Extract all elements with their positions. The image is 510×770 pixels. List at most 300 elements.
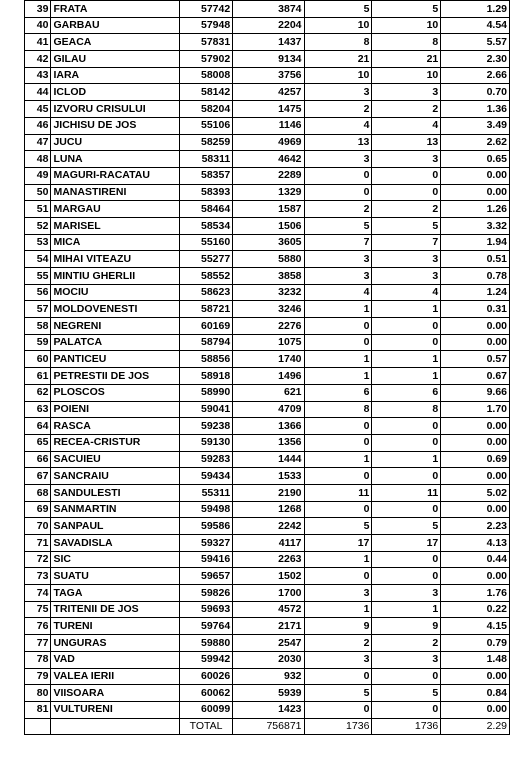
- rate-cell: 1.76: [441, 585, 510, 602]
- locality-code-cell: 58008: [180, 67, 233, 84]
- population-cell: 2263: [233, 551, 304, 568]
- locality-name-cell: SANDULESTI: [51, 484, 180, 501]
- value2-cell: 5: [372, 685, 441, 702]
- population-cell: 2190: [233, 484, 304, 501]
- value2-cell: 5: [372, 1, 441, 18]
- table-row: [25, 401, 510, 418]
- table-row: [25, 17, 510, 34]
- value2-cell: 0: [372, 568, 441, 585]
- rate-cell: 0.57: [441, 351, 510, 368]
- table-row: [25, 518, 510, 535]
- locality-name-cell: SIC: [51, 551, 180, 568]
- row-number-cell: 66: [25, 451, 51, 468]
- locality-code-cell: 58311: [180, 151, 233, 168]
- population-cell: 4572: [233, 601, 304, 618]
- value1-cell: 0: [304, 184, 372, 201]
- rate-cell: 0.00: [441, 501, 510, 518]
- row-number-cell: 81: [25, 701, 51, 718]
- value1-cell: 0: [304, 568, 372, 585]
- data-table: [24, 0, 510, 735]
- locality-code-cell: 59498: [180, 501, 233, 518]
- table-row: [25, 501, 510, 518]
- value1-cell: 2: [304, 101, 372, 118]
- locality-code-cell: 59880: [180, 635, 233, 652]
- table-row: [25, 34, 510, 51]
- locality-code-cell: 59416: [180, 551, 233, 568]
- rate-cell: 0.44: [441, 551, 510, 568]
- population-cell: 3858: [233, 268, 304, 285]
- rate-cell: 0.84: [441, 685, 510, 702]
- population-cell: 2242: [233, 518, 304, 535]
- population-cell: 1075: [233, 334, 304, 351]
- value1-cell: 4: [304, 117, 372, 134]
- locality-name-cell: MOCIU: [51, 284, 180, 301]
- population-cell: 3246: [233, 301, 304, 318]
- locality-code-cell: 60026: [180, 668, 233, 685]
- table-row: [25, 468, 510, 485]
- locality-name-cell: MIHAI VITEAZU: [51, 251, 180, 268]
- table-row: [25, 334, 510, 351]
- locality-name-cell: VIISOARA: [51, 685, 180, 702]
- table-row: [25, 618, 510, 635]
- locality-code-cell: 55311: [180, 484, 233, 501]
- value2-cell: 0: [372, 551, 441, 568]
- row-number-cell: 79: [25, 668, 51, 685]
- value1-cell: 6: [304, 384, 372, 401]
- value2-cell: 4: [372, 117, 441, 134]
- rate-cell: 0.31: [441, 301, 510, 318]
- value1-cell: 8: [304, 34, 372, 51]
- row-number-cell: 76: [25, 618, 51, 635]
- locality-code-cell: 59942: [180, 651, 233, 668]
- row-number-cell: 51: [25, 201, 51, 218]
- total-rate: 2.29: [441, 718, 510, 735]
- locality-code-cell: 58204: [180, 101, 233, 118]
- table-row: [25, 551, 510, 568]
- table-row: [25, 234, 510, 251]
- locality-name-cell: MINTIU GHERLII: [51, 268, 180, 285]
- value1-cell: 2: [304, 201, 372, 218]
- table-row: [25, 685, 510, 702]
- value2-cell: 5: [372, 217, 441, 234]
- row-number-cell: 62: [25, 384, 51, 401]
- locality-name-cell: PALATCA: [51, 334, 180, 351]
- row-number-cell: 68: [25, 484, 51, 501]
- population-cell: 1329: [233, 184, 304, 201]
- locality-code-cell: 57902: [180, 51, 233, 68]
- population-cell: 2289: [233, 167, 304, 184]
- locality-name-cell: ICLOD: [51, 84, 180, 101]
- locality-code-cell: 58623: [180, 284, 233, 301]
- population-cell: 621: [233, 384, 304, 401]
- population-cell: 4969: [233, 134, 304, 151]
- value1-cell: 3: [304, 251, 372, 268]
- locality-name-cell: VULTURENI: [51, 701, 180, 718]
- value1-cell: 5: [304, 1, 372, 18]
- total-value2: 1736: [372, 718, 441, 735]
- value1-cell: 2: [304, 635, 372, 652]
- row-number-cell: 50: [25, 184, 51, 201]
- rate-cell: 1.26: [441, 201, 510, 218]
- value1-cell: 3: [304, 268, 372, 285]
- locality-name-cell: FRATA: [51, 1, 180, 18]
- value2-cell: 2: [372, 635, 441, 652]
- row-number-cell: 57: [25, 301, 51, 318]
- total-value1: 1736: [304, 718, 372, 735]
- table-row: [25, 535, 510, 552]
- locality-name-cell: SACUIEU: [51, 451, 180, 468]
- rate-cell: 1.94: [441, 234, 510, 251]
- table-row: [25, 568, 510, 585]
- row-number-cell: 80: [25, 685, 51, 702]
- population-cell: 9134: [233, 51, 304, 68]
- locality-code-cell: 58393: [180, 184, 233, 201]
- table-row: [25, 117, 510, 134]
- locality-name-cell: SANPAUL: [51, 518, 180, 535]
- population-cell: 1268: [233, 501, 304, 518]
- table-row: [25, 318, 510, 335]
- value2-cell: 0: [372, 318, 441, 335]
- value2-cell: 10: [372, 17, 441, 34]
- population-cell: 2171: [233, 618, 304, 635]
- rate-cell: 1.48: [441, 651, 510, 668]
- table-row: [25, 51, 510, 68]
- row-number-cell: 55: [25, 268, 51, 285]
- locality-name-cell: JICHISU DE JOS: [51, 117, 180, 134]
- row-number-cell: 43: [25, 67, 51, 84]
- table-row: [25, 201, 510, 218]
- table-row: [25, 635, 510, 652]
- rate-cell: 0.00: [441, 468, 510, 485]
- table-row: [25, 284, 510, 301]
- locality-name-cell: GILAU: [51, 51, 180, 68]
- total-blank-cell: [25, 718, 51, 735]
- value1-cell: 1: [304, 451, 372, 468]
- value2-cell: 0: [372, 184, 441, 201]
- population-cell: 2547: [233, 635, 304, 652]
- locality-code-cell: 58142: [180, 84, 233, 101]
- locality-code-cell: 55277: [180, 251, 233, 268]
- population-cell: 5939: [233, 685, 304, 702]
- row-number-cell: 44: [25, 84, 51, 101]
- row-number-cell: 65: [25, 434, 51, 451]
- value2-cell: 0: [372, 501, 441, 518]
- value2-cell: 21: [372, 51, 441, 68]
- table-row: [25, 418, 510, 435]
- row-number-cell: 46: [25, 117, 51, 134]
- table-row: [25, 351, 510, 368]
- value2-cell: 1: [372, 368, 441, 385]
- value1-cell: 0: [304, 668, 372, 685]
- value1-cell: 7: [304, 234, 372, 251]
- population-cell: 3874: [233, 1, 304, 18]
- locality-code-cell: 59327: [180, 535, 233, 552]
- value2-cell: 13: [372, 134, 441, 151]
- rate-cell: 0.00: [441, 167, 510, 184]
- rate-cell: 2.62: [441, 134, 510, 151]
- population-cell: 1506: [233, 217, 304, 234]
- locality-code-cell: 58856: [180, 351, 233, 368]
- row-number-cell: 74: [25, 585, 51, 602]
- rate-cell: 0.00: [441, 184, 510, 201]
- value2-cell: 0: [372, 468, 441, 485]
- value2-cell: 0: [372, 167, 441, 184]
- population-cell: 4709: [233, 401, 304, 418]
- row-number-cell: 69: [25, 501, 51, 518]
- table-row: [25, 434, 510, 451]
- population-cell: 1496: [233, 368, 304, 385]
- rate-cell: 1.36: [441, 101, 510, 118]
- locality-code-cell: 59130: [180, 434, 233, 451]
- value2-cell: 0: [372, 701, 441, 718]
- total-population: 756871: [233, 718, 304, 735]
- value1-cell: 9: [304, 618, 372, 635]
- value1-cell: 0: [304, 434, 372, 451]
- value1-cell: 10: [304, 67, 372, 84]
- row-number-cell: 78: [25, 651, 51, 668]
- value1-cell: 5: [304, 685, 372, 702]
- locality-code-cell: 58552: [180, 268, 233, 285]
- rate-cell: 0.79: [441, 635, 510, 652]
- row-number-cell: 48: [25, 151, 51, 168]
- rate-cell: 3.32: [441, 217, 510, 234]
- locality-name-cell: MARGAU: [51, 201, 180, 218]
- table-row: [25, 484, 510, 501]
- locality-code-cell: 60169: [180, 318, 233, 335]
- value2-cell: 7: [372, 234, 441, 251]
- rate-cell: 0.69: [441, 451, 510, 468]
- locality-code-cell: 58990: [180, 384, 233, 401]
- locality-code-cell: 55160: [180, 234, 233, 251]
- table-row: [25, 701, 510, 718]
- rate-cell: 0.51: [441, 251, 510, 268]
- value2-cell: 8: [372, 34, 441, 51]
- population-cell: 3756: [233, 67, 304, 84]
- rate-cell: 5.57: [441, 34, 510, 51]
- value1-cell: 0: [304, 468, 372, 485]
- value2-cell: 9: [372, 618, 441, 635]
- population-cell: 4117: [233, 535, 304, 552]
- rate-cell: 0.00: [441, 418, 510, 435]
- locality-name-cell: TURENI: [51, 618, 180, 635]
- population-cell: 1366: [233, 418, 304, 435]
- row-number-cell: 56: [25, 284, 51, 301]
- locality-name-cell: PANTICEU: [51, 351, 180, 368]
- table-row: [25, 67, 510, 84]
- value2-cell: 0: [372, 434, 441, 451]
- value1-cell: 3: [304, 585, 372, 602]
- locality-name-cell: IARA: [51, 67, 180, 84]
- rate-cell: 0.00: [441, 334, 510, 351]
- value2-cell: 3: [372, 268, 441, 285]
- locality-code-cell: 59826: [180, 585, 233, 602]
- rate-cell: 1.24: [441, 284, 510, 301]
- value2-cell: 1: [372, 301, 441, 318]
- value1-cell: 0: [304, 318, 372, 335]
- row-number-cell: 47: [25, 134, 51, 151]
- row-number-cell: 73: [25, 568, 51, 585]
- value1-cell: 5: [304, 518, 372, 535]
- table-row: [25, 384, 510, 401]
- row-number-cell: 63: [25, 401, 51, 418]
- value1-cell: 0: [304, 334, 372, 351]
- row-number-cell: 39: [25, 1, 51, 18]
- locality-code-cell: 60099: [180, 701, 233, 718]
- value2-cell: 3: [372, 251, 441, 268]
- value1-cell: 4: [304, 284, 372, 301]
- population-cell: 1740: [233, 351, 304, 368]
- table-row: [25, 368, 510, 385]
- row-number-cell: 70: [25, 518, 51, 535]
- rate-cell: 0.00: [441, 434, 510, 451]
- row-number-cell: 67: [25, 468, 51, 485]
- row-number-cell: 72: [25, 551, 51, 568]
- locality-name-cell: MARISEL: [51, 217, 180, 234]
- value2-cell: 2: [372, 101, 441, 118]
- locality-code-cell: 59434: [180, 468, 233, 485]
- locality-name-cell: GARBAU: [51, 17, 180, 34]
- locality-name-cell: NEGRENI: [51, 318, 180, 335]
- locality-code-cell: 58721: [180, 301, 233, 318]
- value1-cell: 1: [304, 368, 372, 385]
- row-number-cell: 64: [25, 418, 51, 435]
- rate-cell: 0.78: [441, 268, 510, 285]
- value2-cell: 4: [372, 284, 441, 301]
- value1-cell: 17: [304, 535, 372, 552]
- locality-name-cell: LUNA: [51, 151, 180, 168]
- locality-name-cell: MICA: [51, 234, 180, 251]
- locality-name-cell: IZVORU CRISULUI: [51, 101, 180, 118]
- value1-cell: 0: [304, 501, 372, 518]
- value1-cell: 1: [304, 551, 372, 568]
- rate-cell: 3.49: [441, 117, 510, 134]
- table-row: [25, 167, 510, 184]
- population-cell: 3605: [233, 234, 304, 251]
- rate-cell: 0.00: [441, 668, 510, 685]
- population-cell: 2030: [233, 651, 304, 668]
- value1-cell: 11: [304, 484, 372, 501]
- locality-name-cell: TAGA: [51, 585, 180, 602]
- row-number-cell: 54: [25, 251, 51, 268]
- locality-code-cell: 58534: [180, 217, 233, 234]
- locality-name-cell: MANASTIRENI: [51, 184, 180, 201]
- value1-cell: 0: [304, 701, 372, 718]
- population-cell: 1475: [233, 101, 304, 118]
- table-row: [25, 585, 510, 602]
- locality-name-cell: JUCU: [51, 134, 180, 151]
- locality-code-cell: 58464: [180, 201, 233, 218]
- total-blank-cell: [51, 718, 180, 735]
- value2-cell: 1: [372, 451, 441, 468]
- value2-cell: 11: [372, 484, 441, 501]
- population-cell: 4257: [233, 84, 304, 101]
- value1-cell: 8: [304, 401, 372, 418]
- value2-cell: 0: [372, 418, 441, 435]
- row-number-cell: 49: [25, 167, 51, 184]
- rate-cell: 0.00: [441, 318, 510, 335]
- population-cell: 1146: [233, 117, 304, 134]
- table-row: [25, 451, 510, 468]
- locality-code-cell: 55106: [180, 117, 233, 134]
- row-number-cell: 42: [25, 51, 51, 68]
- locality-name-cell: SUATU: [51, 568, 180, 585]
- row-number-cell: 75: [25, 601, 51, 618]
- locality-name-cell: PLOSCOS: [51, 384, 180, 401]
- row-number-cell: 52: [25, 217, 51, 234]
- value2-cell: 6: [372, 384, 441, 401]
- rate-cell: 2.66: [441, 67, 510, 84]
- rate-cell: 9.66: [441, 384, 510, 401]
- total-label: TOTAL: [180, 718, 233, 735]
- value2-cell: 8: [372, 401, 441, 418]
- table-row: [25, 668, 510, 685]
- rate-cell: 4.15: [441, 618, 510, 635]
- locality-code-cell: 58357: [180, 167, 233, 184]
- locality-name-cell: SANMARTIN: [51, 501, 180, 518]
- value2-cell: 3: [372, 84, 441, 101]
- population-cell: 1533: [233, 468, 304, 485]
- table-body: [25, 1, 510, 719]
- locality-name-cell: SAVADISLA: [51, 535, 180, 552]
- locality-name-cell: VALEA IERII: [51, 668, 180, 685]
- locality-code-cell: 59586: [180, 518, 233, 535]
- rate-cell: 2.23: [441, 518, 510, 535]
- value2-cell: 1: [372, 351, 441, 368]
- table-row: [25, 651, 510, 668]
- value1-cell: 21: [304, 51, 372, 68]
- population-cell: 5880: [233, 251, 304, 268]
- value2-cell: 5: [372, 518, 441, 535]
- value1-cell: 3: [304, 151, 372, 168]
- rate-cell: 0.00: [441, 568, 510, 585]
- table-row: [25, 1, 510, 18]
- row-number-cell: 77: [25, 635, 51, 652]
- population-cell: 932: [233, 668, 304, 685]
- value2-cell: 17: [372, 535, 441, 552]
- value2-cell: 2: [372, 201, 441, 218]
- value1-cell: 3: [304, 84, 372, 101]
- rate-cell: 1.70: [441, 401, 510, 418]
- row-number-cell: 61: [25, 368, 51, 385]
- rate-cell: 0.67: [441, 368, 510, 385]
- table-row: [25, 217, 510, 234]
- value2-cell: 10: [372, 67, 441, 84]
- total-row: [25, 718, 510, 735]
- table-row: [25, 134, 510, 151]
- table-row: [25, 84, 510, 101]
- locality-name-cell: SANCRAIU: [51, 468, 180, 485]
- value1-cell: 1: [304, 351, 372, 368]
- value1-cell: 13: [304, 134, 372, 151]
- locality-code-cell: 59238: [180, 418, 233, 435]
- value2-cell: 0: [372, 334, 441, 351]
- population-cell: 1587: [233, 201, 304, 218]
- locality-code-cell: 59693: [180, 601, 233, 618]
- value2-cell: 3: [372, 651, 441, 668]
- value1-cell: 5: [304, 217, 372, 234]
- rate-cell: 4.13: [441, 535, 510, 552]
- row-number-cell: 58: [25, 318, 51, 335]
- value1-cell: 0: [304, 167, 372, 184]
- population-cell: 1444: [233, 451, 304, 468]
- table-row: [25, 301, 510, 318]
- locality-name-cell: VAD: [51, 651, 180, 668]
- value2-cell: 3: [372, 151, 441, 168]
- locality-code-cell: 59657: [180, 568, 233, 585]
- rate-cell: 0.22: [441, 601, 510, 618]
- row-number-cell: 41: [25, 34, 51, 51]
- row-number-cell: 71: [25, 535, 51, 552]
